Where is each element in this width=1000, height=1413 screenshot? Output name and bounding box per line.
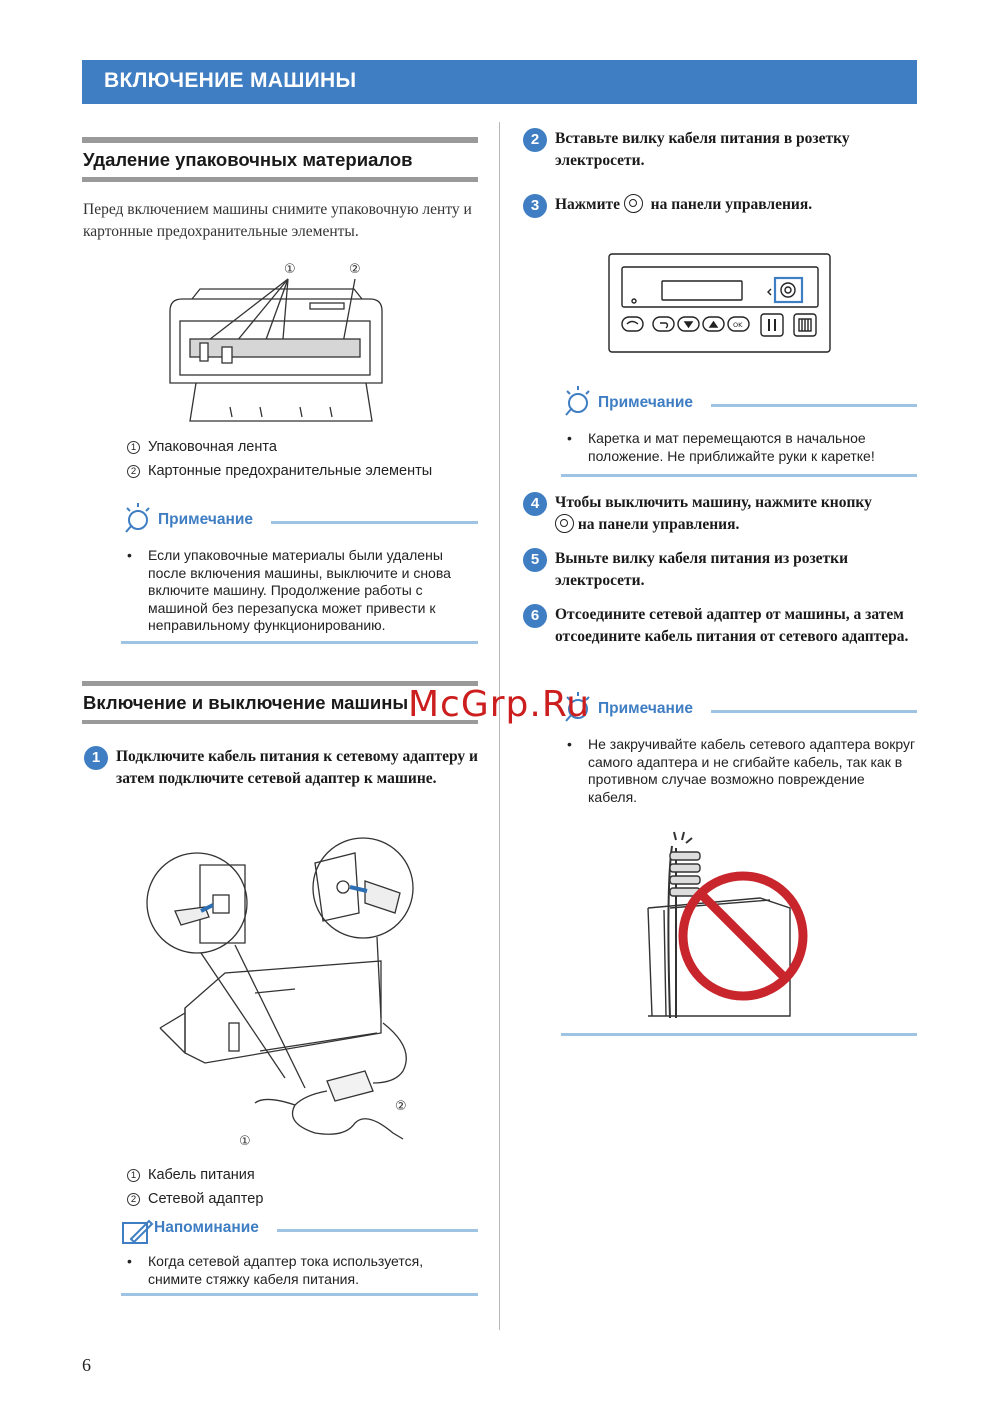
power-icon: [624, 194, 643, 213]
callout-2: ②: [349, 262, 361, 277]
step-badge: 2: [523, 128, 547, 152]
callout-2: ②: [395, 1099, 407, 1114]
note-title: Примечание: [598, 394, 693, 411]
legend-item: 1 Кабель питания: [127, 1163, 263, 1187]
step-6: [523, 604, 917, 647]
step-text: Выньте вилку кабеля питания из розетки электросети.: [555, 550, 849, 589]
step-badge: 1: [84, 746, 108, 770]
note-title: Примечание: [158, 511, 253, 528]
legend-item: 1 Упаковочная лента: [127, 435, 432, 459]
memo-pencil-icon: [121, 1217, 155, 1247]
note-title: Примечание: [598, 700, 693, 717]
note-lightbulb-icon: [121, 501, 155, 535]
step-badge: 4: [523, 492, 547, 516]
memo-title: Напоминание: [154, 1219, 259, 1236]
control-panel-illustration: [608, 253, 832, 354]
callout-1: ①: [284, 262, 296, 277]
step-badge: 5: [523, 548, 547, 572]
intro-paragraph: Перед включением машины снимите упаковочную ленту и картонные предохранительные элементы.: [83, 201, 472, 240]
step-4: 4 Чтобы выключить машину, нажмите кнопку на панели управления.: [523, 492, 917, 535]
legend-item: 2 Сетевой адаптер: [127, 1187, 263, 1211]
step-text: Вставьте вилку кабеля питания в розетку электросети.: [555, 130, 850, 169]
note-text: Не закручивайте кабель сетевого адаптера вокруг самого адаптера и не сгибайте кабель, так как в противном случае возможно повреждение кабеля.: [588, 736, 916, 805]
legend-item: 2 Картонные предохранительные элементы: [127, 459, 432, 483]
step-badge: 6: [523, 604, 547, 628]
step-3: 3 Нажмите на панели управления.: [523, 194, 917, 216]
section-heading-unpacking: [82, 137, 478, 182]
page-number: 6: [82, 1355, 91, 1375]
note-text: Каретка и мат перемещаются в начальное положение. Не приближайте руки к каретке!: [588, 430, 875, 464]
step-1: [84, 746, 478, 789]
do-not-coil-cable-illustration: [640, 828, 815, 1020]
machine-packaging-illustration: [160, 255, 400, 425]
legend-power: [127, 1163, 263, 1211]
memo-block: Напоминание • Когда сетевой адаптер тока используется, снимите стяжку кабеля питания.: [121, 1215, 478, 1288]
step-text: Подключите кабель питания к сетевому адаптеру и затем подключите сетевой адаптер к машине.: [116, 748, 478, 787]
step-text: Отсоедините сетевой адаптер от машины, а затем отсоедините кабель питания от сетевого адаптера.: [555, 606, 909, 645]
callout-1: ①: [239, 1134, 251, 1148]
step-2: [523, 128, 917, 171]
power-connection-illustration: [145, 833, 420, 1148]
section-title: Удаление упаковочных материалов: [83, 149, 413, 170]
memo-text: Когда сетевой адаптер тока используется, снимите стяжку кабеля питания.: [148, 1253, 424, 1287]
power-icon: [555, 514, 574, 533]
section-title: Включение и выключение машины: [83, 692, 409, 713]
chapter-header: [82, 60, 917, 104]
watermark: McGrp.Ru: [408, 684, 591, 725]
legend-packaging: [127, 435, 432, 483]
note-lightbulb-icon: [561, 384, 595, 418]
step-badge: 3: [523, 194, 547, 218]
note-text: Если упаковочные материалы были удалены после включения машины, выключите и снова включите машину. Продолжение работы с машиной без перезапуска может привести к неправильному функционированию.: [148, 547, 451, 633]
column-divider: [499, 122, 500, 1330]
note-block-3: Примечание • Не закручивайте кабель сетевого адаптера вокруг самого адаптера и не сгибайте кабель, так как в противном случае возможно повреждение кабеля.: [561, 694, 917, 806]
note-block-1: Примечание • Если упаковочные материалы были удалены после включения машины, выключите и снова включите машину. Продолжение работы с машиной без перезапуска может привести к неправильному функционированию.: [121, 505, 478, 635]
ok-button-label: OK: [733, 321, 743, 329]
note-block-2: Примечание • Каретка и мат перемещаются в начальное положение. Не приближайте руки к каретке!: [561, 388, 917, 465]
chapter-title: ВКЛЮЧЕНИЕ МАШИНЫ: [104, 69, 357, 92]
step-5: [523, 548, 917, 591]
